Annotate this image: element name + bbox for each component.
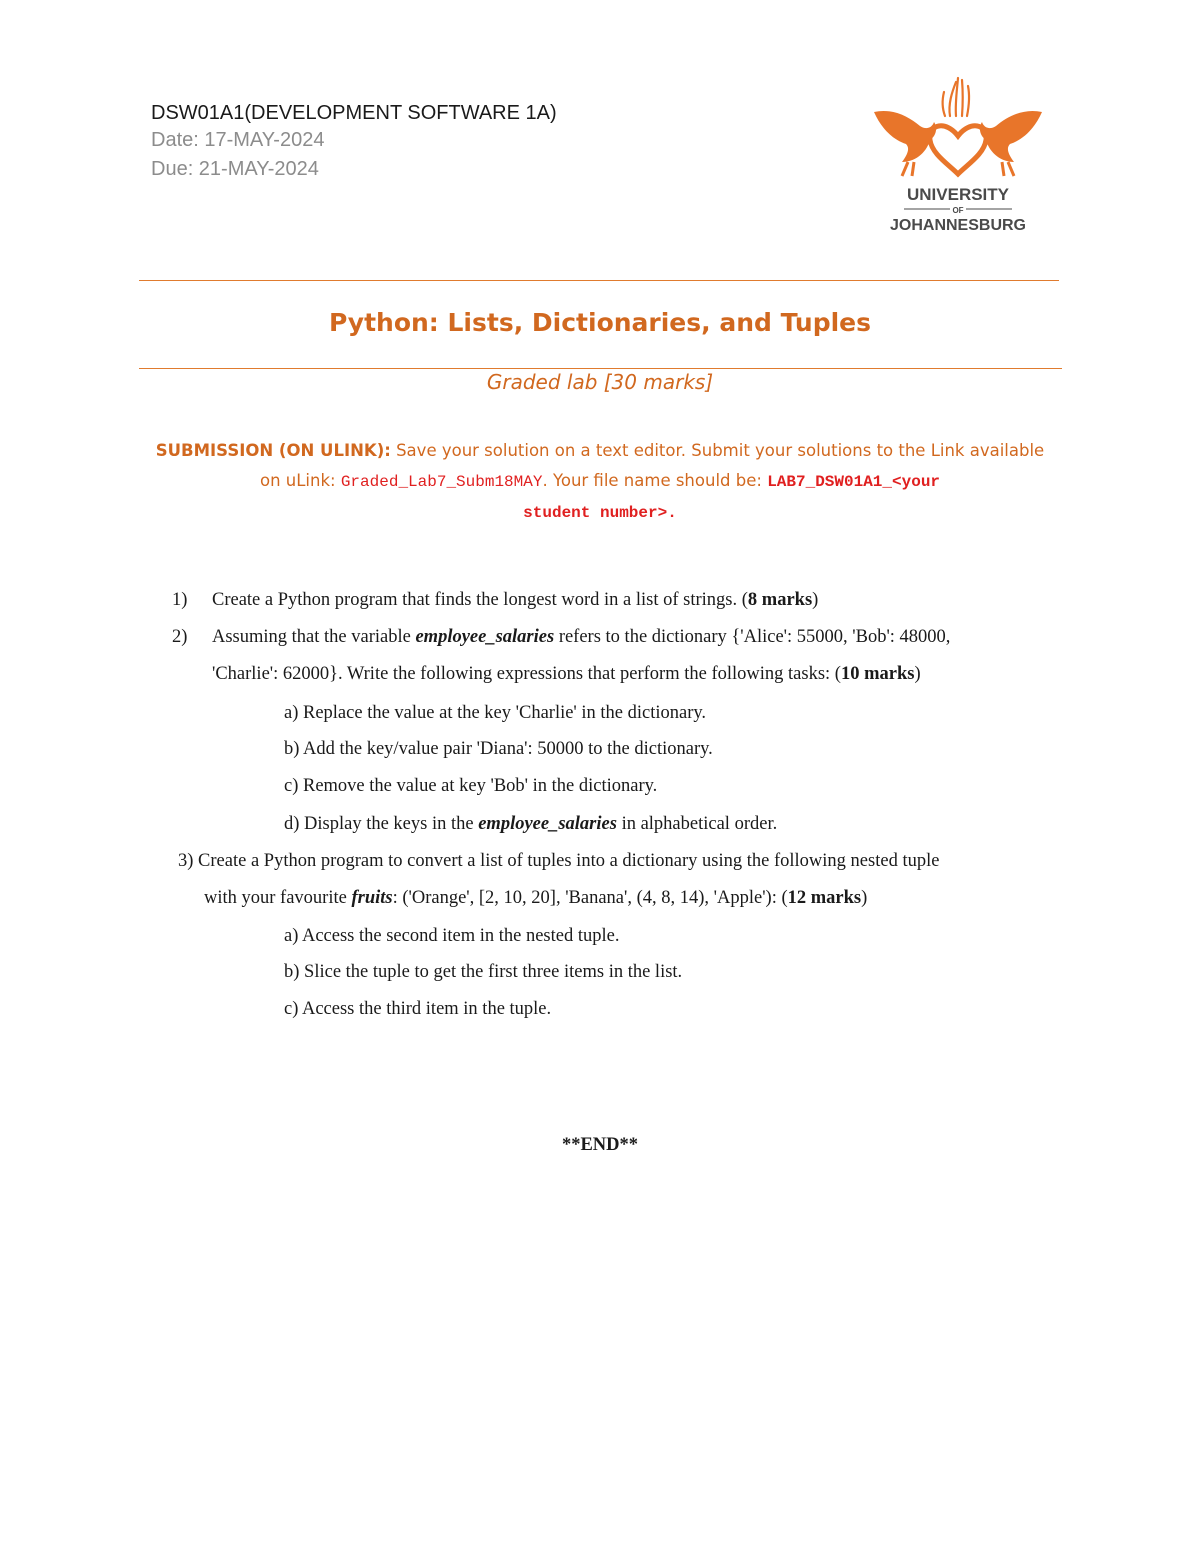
question-2d — [284, 811, 777, 837]
course-code: DSW01A1(DEVELOPMENT SOFTWARE 1A) — [151, 102, 557, 124]
question-3c: c) Access the third item in the tuple. — [284, 999, 552, 1019]
question-2-number: 2) — [172, 627, 188, 647]
submission-line-1 — [0, 436, 1200, 466]
page-subtitle: Graded lab [30 marks] — [486, 370, 714, 394]
question-2d-variable: employee_salaries — [478, 814, 617, 834]
question-3-line-2-pre: with your favourite — [204, 888, 352, 908]
question-3-close: ) — [861, 888, 868, 908]
submission-link-code: Graded_Lab7_Subm18MAY — [340, 473, 543, 491]
question-2d-post: in alphabetical order. — [616, 814, 778, 834]
submission-text-1: Save your solution on a text editor. Submit your solutions to the Link available — [390, 441, 1045, 460]
question-3-number: 3) — [178, 851, 194, 871]
question-3-line-2-post: : ('Orange', [2, 10, 20], 'Banana', (4, 8, 14), 'Apple'): ( — [392, 888, 788, 908]
issue-date: Date: 17-MAY-2024 — [151, 129, 325, 151]
question-2-line-1 — [172, 624, 950, 650]
question-1-number: 1) — [172, 590, 188, 610]
page-title: Python: Lists, Dictionaries, and Tuples — [328, 308, 872, 337]
top-divider — [139, 280, 1059, 281]
question-1-marks: 8 marks — [747, 590, 813, 610]
question-2-text-post: refers to the dictionary {'Alice': 55000, 'Bob': 48000, — [554, 627, 951, 647]
submission-line-3 — [0, 497, 1200, 528]
question-2-close: ) — [914, 664, 921, 684]
question-2c: c) Remove the value at key 'Bob' in the dictionary. — [284, 776, 658, 796]
logo-line-1: UNIVERSITY — [906, 185, 1010, 204]
end-marker: **END** — [561, 1135, 639, 1155]
question-3a: a) Access the second item in the nested tuple. — [284, 926, 620, 946]
question-2-text-pre: Assuming that the variable — [212, 627, 416, 647]
question-3-marks: 12 marks — [787, 888, 862, 908]
question-2-line-2-text: 'Charlie': 62000}. Write the following expressions that perform the following tasks: ( — [212, 664, 841, 684]
logo-line-3: JOHANNESBURG — [889, 217, 1027, 234]
question-2-marks: 10 marks — [840, 664, 915, 684]
crown-rays-icon — [943, 78, 969, 116]
question-1 — [172, 587, 818, 613]
university-logo — [868, 76, 1048, 236]
question-3-line-1 — [178, 848, 939, 874]
submission-filename-code: LAB7_DSW01A1_<your — [767, 473, 941, 491]
question-3b: b) Slice the tuple to get the first three items in the list. — [284, 962, 683, 982]
right-bird-icon — [980, 111, 1042, 162]
question-2d-pre: d) Display the keys in the — [284, 814, 479, 834]
logo-line-2: OF — [952, 206, 964, 215]
submission-line-2 — [0, 466, 1200, 497]
submission-label: SUBMISSION (ON ULINK): — [155, 441, 391, 460]
question-1-text: Create a Python program that finds the longest word in a list of strings. ( — [212, 590, 748, 610]
title-divider — [139, 368, 1062, 369]
submission-filename-code-2: student number> — [523, 504, 668, 522]
question-2-line-2 — [212, 661, 921, 687]
question-2a: a) Replace the value at the key 'Charlie' in the dictionary. — [284, 703, 707, 723]
heart-icon — [930, 126, 986, 174]
left-bird-icon — [874, 111, 936, 162]
submission-text-2: on uLink: — [259, 471, 341, 490]
due-date: Due: 21-MAY-2024 — [151, 158, 319, 180]
submission-period: . — [667, 504, 677, 522]
question-2-variable: employee_salaries — [415, 627, 555, 647]
question-1-close: ) — [812, 590, 819, 610]
question-3-text: Create a Python program to convert a list of tuples into a dictionary using the following nested tuple — [198, 851, 940, 871]
submission-text-3: . Your file name should be: — [542, 471, 768, 490]
question-3-line-2 — [204, 885, 867, 911]
question-2b: b) Add the key/value pair 'Diana': 50000 to the dictionary. — [284, 739, 713, 759]
question-3-fruits: fruits — [351, 888, 393, 908]
